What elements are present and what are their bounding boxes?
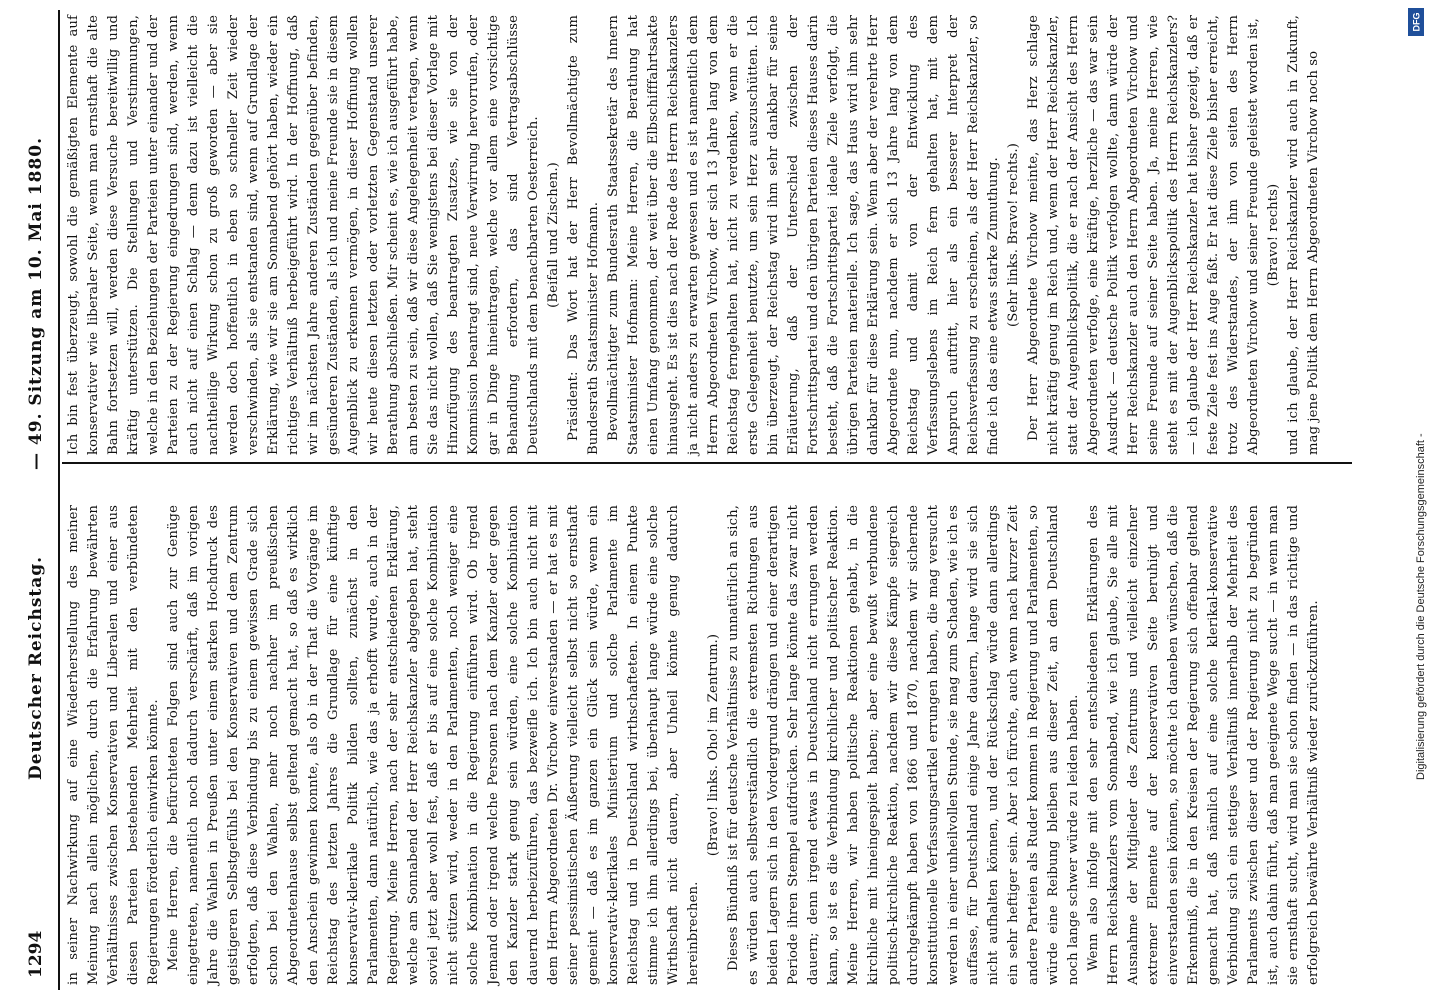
para-left-2: Meine Herren, die befürchteten Folgen sind auch zur Genüge eingetreten, namentlich noch dadurch verschärft, daß im vorigen Jahre die Wahlen in Preußen unter einem starken Hochdruck des geistigeren Selbstgefühls bei den Konservativen und dem Zentrum erfolgten, daß diese Verbindung bis zu einem gewissen Grade sich schon bei den Wahlen, mehr noch nachher im preußischen Abgeordnetenhause selbst geltend gemacht hat, so daß es wirklich den Anschein gewinnen konnte, als ob in der That die Vorgänge im Reichstag des letzten Jahres die Grundlage für eine künftige konservativ-klerikale Politik bilden sollten, zunächst in den Parlamenten, dann natürlich, wie das ja erhofft wurde, auch in der Regierung. Meine Herren, nach der sehr entschiedenen Erklärung, welche am Sonnabend der Herr Reichskanzler abgegeben hat, steht soviel jetzt aber wohl fest, daß er bis auf eine solche Kombination nicht stützen wird, weder in den Parlamenten, noch weniger eine solche Kombination in die Regierung einführen wird. Ob irgend Jemand oder irgend welche Personen nach dem Kanzler oder gegen den Kanzler stark genug sein würden, eine solche Kombination dauernd herbeizuführen, das bezweifle ich. Ich bin auch nicht mit dem Herrn Abgeordneten Dr. Virchow einverstanden — er hat es mit seiner pessimistischen Äußerung vielleicht selbst nicht so ernsthaft gemeint — daß es im ganzen ein Glück sein würde, wenn ein konservativ-klerikales Ministerium und solche Parlamente im Reichstag und in Deutschland wirthschafteten. In einem Punkte stimme ich ihm allerdings bei, überhaupt lange würde eine solche Wirthschaft nicht dauern, aber Unheil könnte genug dadurch hereinbrechen. (166, 505, 701, 985)
para-left-1: in seiner Nachwirkung auf eine Wiederherstellung des meiner Meinung nach allein möglichen, durch die Erfahrung bewährten Verhältnisses zwischen Konservativen und Liberalen und einer aus diesen Parteien bestehenden Mehrheit mit den verbündeten Regierungen förderlich einwirken könnte. (66, 505, 161, 985)
column-left-lower-half (64, 505, 1324, 985)
session-title: — 49. Sitzung am 10. Mai 1880. (26, 136, 46, 470)
president-line: Präsident: Das Wort hat der Herr Bevollmächtigte zum Bundesrath Staatsminister Hofmann. (566, 15, 601, 455)
header-rule (58, 10, 60, 990)
para-left-4: Wenn also infolge mit den sehr entschiedenen Erklärungen des Herrn Reichskanzlers vom Sonnabend, wie ich glaube, Sie alle mit Ausnahme der Mitglieder des Zentrums und vielleicht einzelner extremer Elemente auf der konservativen Seite beruhigt und einverstanden sein können, so möchte ich daneben wünschen, daß die Erkenntniß, die in den Kreisen der Regierung sich offenbar geltend gemacht hat, daß nämlich auf eine solche klerikal-konservative Verbindung sich ein stetiges Verhältniß innerhalb der Mehrheit des Parlaments zwischen dieser und der Regierung nicht zu begründen ist, auch dahin führt, daß man geeignete Wege sucht — in wenn man sie ernsthaft sucht, wird man sie schon finden — in das richtige und erfolgreich bewährte Verhältniß wieder zurückzuführen. (1086, 505, 1321, 985)
applause-right-2: (Sehr links. Bravo! rechts.) (1006, 143, 1021, 327)
column-right-upper-half (64, 15, 1324, 455)
page-number: 1294 (26, 930, 46, 978)
applause-right-1: (Beifall und Zischen.) (546, 162, 561, 308)
running-title: Deutscher Reichstag. (26, 555, 46, 780)
para-right-1: Ich bin fest überzeugt, sowohl die gemäßigten Elemente auf konservativer wie liberaler Seite, wenn man ernsthaft die alte Bahn fortsetzen will, werden diese Versuche bereitwillig und kräftig unterstützen. Die Stellungen und Verstimmungen, welche in den Beziehungen der Parteien unter einander und der Parteien zu der Regierung eingedrungen sind, werden, wenn auch nicht auf einen Schlag — denn dazu ist vielleicht die nachtheilige Wirkung schon zu groß geworden — aber sie werden doch hoffentlich in eben so schneller Zeit wieder verschwinden, als sie entstanden sind, wenn auf Grundlage der Erklärung, wie wir sie am Sonnabend gehört haben, wieder ein richtiges Verhältniß herbeigeführt wird. In der Hoffnung, daß wir im nächsten Jahre anderen Zuständen gegenüber befinden, gesünderen Zuständen, als ich und meine Freunde sie in diesem Augenblick zu erkennen vermögen, in dieser Hoffnung wollen wir heute diesen letzten oder vorletzten Gegenstand unserer Berathung abschließen. Mir scheint es, wie ich ausgeführt habe, am besten zu sein, daß wir diese Angelegenheit vertagen, wenn Sie das nicht wollen, daß Sie wenigstens bei dieser Vorlage mit Hinzufügung des beantragten Zusatzes, wie sie von der Kommission beantragt sind, neue Verwirrung hervorrufen, oder gar in Dinge hineintragen, welche vor allem eine vorsichtige Behandlung erfordern, das sind Vertragsabschlüsse Deutschlands mit dem benachbarten Oesterreich. (66, 15, 541, 455)
digitization-credit: Digitalisierung gefördert durch die Deutsche Forschungsgemeinschaft - (1415, 433, 1427, 780)
applause-right-3: (Bravo! rechts) (1266, 183, 1281, 287)
para-right-2: Bevollmächtigter zum Bundesrath Staatssekretär des Innern Staatsminister Hofmann: Meine Herren, die Berathung hat einen Umfang genommen, der weit über die Elbschifffahrtsakte hinausgeht. Es ist dies nach der Rede des Herrn Reichskanzlers ja nicht anders zu erwarten gewesen und es ist namentlich dem Herrn Abgeordneten Virchow, der sich 13 Jahre lang von dem Reichstag ferngehalten hat, nicht zu verdenken, wenn er die erste Gelegenheit benutzte, um sein Herz auszuschütten. Ich bin überzeugt, der Reichstag wird ihm sehr dankbar für seine Erläuterung, daß der Unterschied zwischen der Fortschrittspartei und den übrigen Parteien dieses Hauses darin besteht, daß die Fortschrittspartei ideale Ziele verfolgt, die übrigen Parteien materielle. Ich sage, das Haus wird ihm sehr dankbar für diese Erklärung sein. Wenn aber der verehrte Herr Abgeordnete nun, nachdem er sich 13 Jahre lang von dem Reichstag und damit von der Entwicklung des Verfassungslebens im Reich fern gehalten hat, mit dem Anspruch auftritt, hier als ein besserer Interpret der Reichsverfassung zu erscheinen, als der Herr Reichskanzler, so finde ich das eine etwas starke Zumuthung. (606, 15, 1001, 455)
para-right-4: und ich glaube, der Herr Reichskanzler wird auch in Zukunft, mag jene Politik dem Herrn Abgeordneten Virchow noch so (1286, 15, 1321, 455)
applause-left-1: (Bravo! links. Oho! im Zentrum.) (706, 633, 721, 857)
para-right-3: Der Herr Abgeordnete Virchow meinte, das Herz schlage nicht kräftig genug im Reich und, wenn der Herr Reichskanzler, statt der Augenblickspolitik, die er nach der Ansicht des Herrn Abgeordneten verfolge, eine kräftige, herzliche — das war sein Ausdruck — deutsche Politik verfolgen wollte, dann würde der Herr Reichskanzler auch den Herrn Abgeordneten Virchow und seine Freunde auf seiner Seite haben. Ja, meine Herren, wie steht es mit der Augenblickspolitik des Herrn Reichskanzlers? — ich glaube der Herr Reichskanzler hat bisher gezeigt, daß er feste Ziele fest ins Auge faßt. Er hat diese Ziele bisher erreicht, trotz des Widerstandes, der ihm von seiten des Herrn Abgeordneten Virchow und seiner Freunde geleistet worden ist, (1026, 15, 1261, 455)
dfg-logo: DFG (1408, 8, 1424, 36)
para-left-3: Dieses Bündniß ist für deutsche Verhältnisse zu unnatürlich an sich, es würden auch selbstverständlich die extremsten Richtungen aus beiden Lagern sich in den Vordergrund drängen und einer derartigen Periode ihren Stempel aufdrücken. Sehr lange könnte das zwar nicht dauern; denn irgend etwas in Deutschland nicht errungen werden kann, so ist es die Verbindung kirchlicher und politischer Reaktion. Meine Herren, wir haben politische Reaktionen gehabt, in die kirchliche mit hineingespielt haben; aber eine bewußt verbundene politisch-kirchliche Reaktion, nachdem wir diese Kämpfe siegreich durchgekämpft haben von 1866 und 1870, nachdem wir sichernde konstitutionelle Verfassungsartikel errungen haben, die mag versucht werden in einer unheilvollen Stunde, sie mag zum Schaden, wie ich es auffasse, für Deutschland einige Jahre dauern, lange wird sie sich nicht aufhalten können, und der Rückschlag würde dann allerdings ein sehr heftiger sein. Aber ich fürchte, auch wenn nach kurzer Zeit andere Parteien als Ruder kommen in Regierung und Parlamenten, so würde eine Reibung bleiben aus dieser Zeit, an dem Deutschland noch lange schwer würde zu leiden haben. (726, 505, 1081, 985)
column-divider (62, 462, 1352, 464)
